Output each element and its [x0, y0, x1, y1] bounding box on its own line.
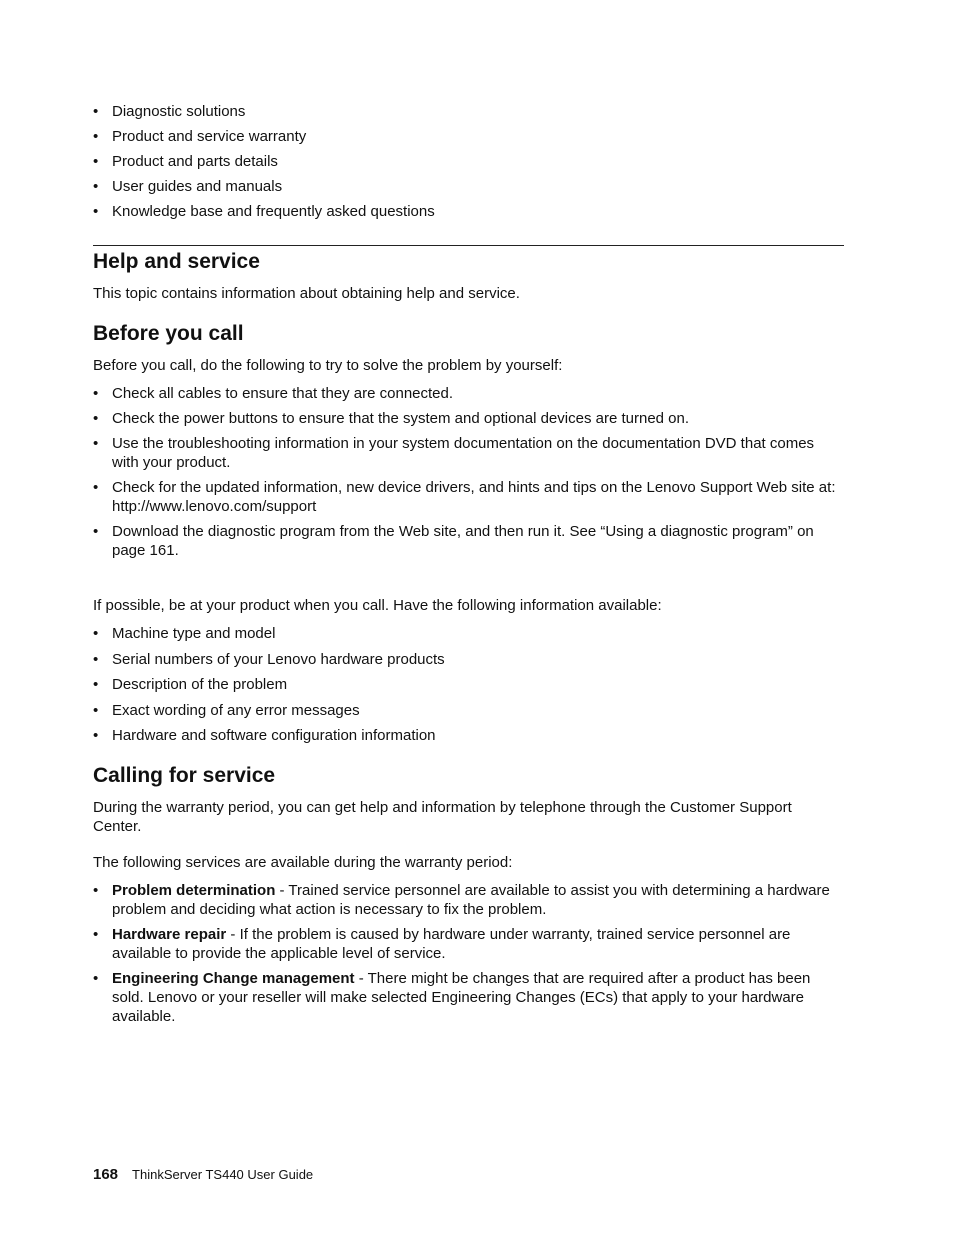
calling-intro: During the warranty period, you can get help and information by telephone through the Customer Support Center.: [93, 799, 792, 835]
page-footer: [93, 1166, 313, 1184]
section-divider: [93, 245, 844, 246]
list-item: [93, 969, 844, 1026]
list-item: • Check all cables to ensure that they are connected.: [93, 384, 844, 403]
list-item: [93, 925, 844, 963]
service-desc: - If the problem is caused by hardware under warranty, trained service personnel are available to provide the applicable level of service.: [112, 926, 791, 962]
document-page: [93, 0, 844, 1235]
list-item: • Download the diagnostic program from the Web site, and then run it. See “Using a diagnostic program” on page 161.: [93, 522, 844, 560]
list-item: • Exact wording of any error messages: [93, 701, 844, 720]
service-desc: - There might be changes that are required after a product has been sold. Lenovo or your reseller will make selected Engineering Changes (ECs) that apply to your hardware available.: [112, 970, 811, 1025]
document-title: ThinkServer TS440 User Guide: [132, 1167, 314, 1182]
service-desc: - Trained service personnel are available to assist you with determining a hardware problem and deciding what action is necessary to fix the problem.: [112, 882, 830, 918]
list-item: • Use the troubleshooting information in your system documentation on the documentation DVD that comes with your product.: [93, 434, 844, 472]
support-text: Check for the updated information, new device drivers, and hints and tips on the Lenovo Support Web site at:: [112, 479, 836, 496]
calling-heading: Calling for service: [93, 764, 276, 787]
page-number: 168: [93, 1166, 119, 1183]
list-item: • Product and service warranty: [93, 127, 844, 146]
services-list: [93, 881, 844, 1026]
list-item: • Description of the problem: [93, 675, 844, 694]
list-item: • Knowledge base and frequently asked questions: [93, 202, 844, 221]
list-item: • User guides and manuals: [93, 177, 844, 196]
help-service-text: This topic contains information about obtaining help and service.: [93, 285, 520, 302]
before-call-heading: Before you call: [93, 322, 244, 345]
service-term: Problem determination: [112, 882, 276, 899]
list-item: • Hardware and software configuration information: [93, 726, 844, 745]
list-item: • Check the power buttons to ensure that the system and optional devices are turned on.: [93, 409, 844, 428]
before-call-list: [93, 384, 844, 560]
list-item: • Diagnostic solutions: [93, 102, 844, 121]
support-url-link[interactable]: http://www.lenovo.com/support: [112, 498, 317, 515]
resources-list: [93, 102, 844, 221]
list-item: [93, 881, 844, 919]
list-item: • Serial numbers of your Lenovo hardware products: [93, 650, 844, 669]
info-list: [93, 624, 844, 745]
list-item: [93, 478, 844, 516]
help-service-heading: Help and service: [93, 250, 260, 273]
list-item: • Product and parts details: [93, 152, 844, 171]
before-call-intro: Before you call, do the following to try to solve the problem by yourself:: [93, 357, 563, 374]
service-term: Engineering Change management: [112, 970, 355, 987]
info-intro: If possible, be at your product when you call. Have the following information available:: [93, 597, 662, 614]
service-term: Hardware repair: [112, 926, 227, 943]
services-intro: The following services are available during the warranty period:: [93, 854, 513, 871]
list-item: • Machine type and model: [93, 624, 844, 643]
